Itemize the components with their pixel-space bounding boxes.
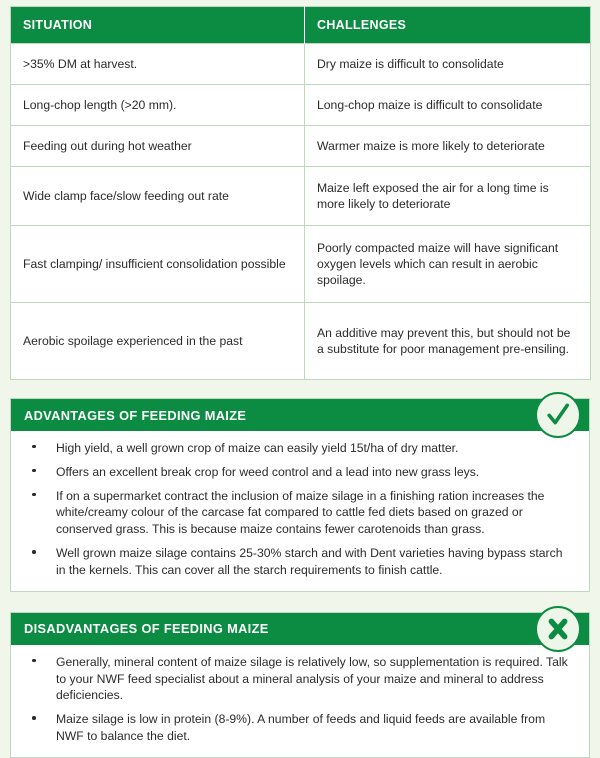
bullet-icon <box>32 716 36 720</box>
table-header-row <box>11 7 591 44</box>
list-item-text: Well grown maize silage contains 25-30% starch and with Dent varieties having bypass starch in the kernels. This can cover all the starch requirements to finish cattle. <box>56 546 563 577</box>
disadvantages-list <box>21 654 575 745</box>
advantages-panel <box>10 398 590 592</box>
cell-challenge: An additive may prevent this, but should not be a substitute for poor management pre-ensiling. <box>305 303 591 380</box>
cell-situation: Wide clamp face/slow feeding out rate <box>11 167 305 226</box>
advantages-title: ADVANTAGES OF FEEDING MAIZE <box>24 407 247 423</box>
bullet-icon <box>32 659 36 663</box>
disadvantages-body <box>11 645 589 757</box>
advantages-body <box>11 431 589 591</box>
list-item-text: Generally, mineral content of maize silage is relatively low, so supplementation is required. Talk to your NWF feed specialist about a mineral analysis of your maize and mineral to address deficiencies. <box>56 654 568 703</box>
disadvantages-title: DISADVANTAGES OF FEEDING MAIZE <box>24 621 269 637</box>
list-item-text: Maize silage is low in protein (8-9%). A number of feeds and liquid feeds are available from NWF to balance the diet. <box>56 712 546 744</box>
cell-situation: Aerobic spoilage experienced in the past <box>11 303 305 380</box>
list-item <box>21 545 575 579</box>
bullet-icon <box>32 469 36 473</box>
cross-icon <box>535 606 581 652</box>
cell-situation: Feeding out during hot weather <box>11 126 305 167</box>
advantages-header <box>11 399 589 431</box>
list-item <box>21 440 575 457</box>
bullet-icon <box>32 550 36 554</box>
column-header-challenges: CHALLENGES <box>305 7 591 44</box>
table-row <box>11 226 591 303</box>
list-item-text: Offers an excellent break crop for weed control and a lead into new grass leys. <box>56 464 480 479</box>
disadvantages-header <box>11 613 589 645</box>
table-row <box>11 167 591 226</box>
cell-situation: >35% DM at harvest. <box>11 44 305 85</box>
list-item <box>21 711 575 745</box>
column-header-situation: SITUATION <box>11 7 305 44</box>
list-item <box>21 654 575 704</box>
cell-challenge: Long-chop maize is difficult to consolidate <box>305 85 591 126</box>
bullet-icon <box>32 493 36 497</box>
list-item <box>21 464 575 481</box>
list-item-text: If on a supermarket contract the inclusion of maize silage in a finishing ration increases the white/creamy colour of the carcase fat compared to cattle fed diets based on grazed or conserved grass. This is because maize contains fewer carotenoids than grass. <box>56 488 545 537</box>
table-row <box>11 44 591 85</box>
situation-challenges-table <box>10 6 591 380</box>
table-row <box>11 303 591 380</box>
list-item <box>21 488 575 538</box>
disadvantages-panel <box>10 612 590 758</box>
table-row <box>11 85 591 126</box>
bullet-icon <box>32 445 36 449</box>
cell-challenge: Dry maize is difficult to consolidate <box>305 44 591 85</box>
cell-situation: Long-chop length (>20 mm). <box>11 85 305 126</box>
cell-challenge: Poorly compacted maize will have significant oxygen levels which can result in aerobic spoilage. <box>305 226 591 303</box>
cell-challenge: Warmer maize is more likely to deteriorate <box>305 126 591 167</box>
table-row <box>11 126 591 167</box>
list-item-text: High yield, a well grown crop of maize can easily yield 15t/ha of dry matter. <box>56 441 459 455</box>
cell-situation: Fast clamping/ insufficient consolidation possible <box>11 226 305 303</box>
cell-challenge: Maize left exposed the air for a long time is more likely to deteriorate <box>305 167 591 226</box>
check-icon <box>535 392 581 438</box>
advantages-list <box>21 440 575 579</box>
